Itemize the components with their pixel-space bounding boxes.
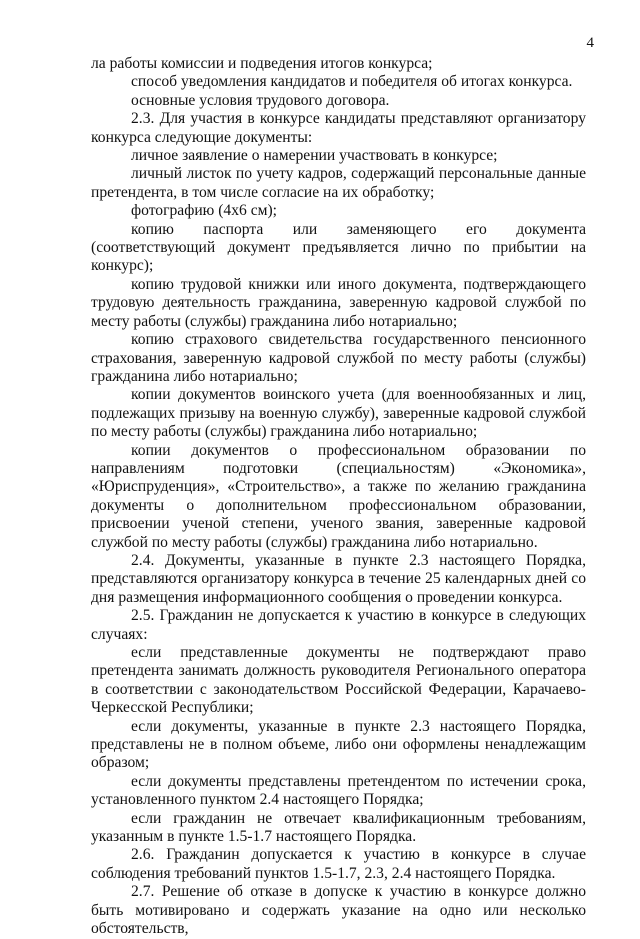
paragraph: основные условия трудового договора. (131, 91, 390, 109)
paragraph: копии документов о профессиональном образовании по направлениям подготовки (специальностям) «Экономика», «Юриспруденция», «Строительство», а также по желанию гражданина документы о дополнительном профессиональном образовании, присвоении ученой степени, ученого звания, заверенные кадровой службой по месту работы (службы) гражданина либо нотариально. (91, 441, 586, 551)
paragraph: способ уведомления кандидатов и победителя об итогах конкурса. (131, 73, 573, 91)
paragraph: если гражданин не отвечает квалификационным требованиям, указанным в пункте 1.5-1.7 настоящего Порядка. (91, 809, 586, 846)
paragraph: копии документов воинского учета (для военнообязанных и лиц, подлежащих призыву на военную службу), заверенные кадровой службой по месту работы (службы) гражданина либо нотариально; (91, 386, 586, 441)
paragraph: копию паспорта или заменяющего его документа (соответствующий документ предъявляется лично по прибытии на конкурс); (91, 220, 586, 275)
paragraph-clause-2-4: 2.4. Документы, указанные в пункте 2.3 настоящего Порядка, представляются организатору конкурса в течение 25 календарных дней со дня размещения информационного сообщения о проведении конкурса. (91, 551, 586, 606)
document-body (91, 55, 586, 939)
paragraph: копию страхового свидетельства государственного пенсионного страхования, заверенную кадровой службой по месту работы (службы) гражданина либо нотариально; (91, 331, 586, 385)
paragraph-continuation: ла работы комиссии и подведения итогов конкурса; (91, 55, 433, 72)
paragraph-clause-2-7: 2.7. Решение об отказе в допуске к участию в конкурсе должно быть мотивировано и содержать указание на одно или несколько обстоятельств, (91, 883, 586, 938)
paragraph: если представленные документы не подтверждают право претендента занимать должность руководителя Регионального оператора в соответствии с законодательством Российской Федерации, Карачаево-Черкесской Республики; (91, 644, 586, 717)
paragraph-clause-2-6: 2.6. Гражданин допускается к участию в конкурсе в случае соблюдения требований пунктов 1.5-1.7, 2.3, 2.4 настоящего Порядка. (91, 846, 586, 882)
page-number: 4 (586, 35, 594, 51)
paragraph: если документы, указанные в пункте 2.3 настоящего Порядка, представлены не в полном объеме, либо они оформлены ненадлежащим образом; (91, 717, 586, 772)
paragraph: если документы представлены претендентом по истечении срока, установленного пунктом 2.4 настоящего Порядка; (91, 772, 586, 809)
paragraph-clause-2-5: 2.5. Гражданин не допускается к участию в конкурсе в следующих случаях: (91, 607, 586, 643)
paragraph: фотографию (4х6 см); (131, 202, 278, 220)
paragraph-clause-2-3: 2.3. Для участия в конкурсе кандидаты представляют организатору конкурса следующие документы: (91, 110, 586, 146)
paragraph: копию трудовой книжки или иного документа, подтверждающего трудовую деятельность гражданина, заверенную кадровой службой по месту работы (службы) гражданина либо нотариально; (91, 275, 586, 330)
paragraph: личный листок по учету кадров, содержащий персональные данные претендента, в том числе согласие на их обработку; (91, 165, 586, 201)
paragraph: личное заявление о намерении участвовать в конкурсе; (131, 147, 498, 165)
